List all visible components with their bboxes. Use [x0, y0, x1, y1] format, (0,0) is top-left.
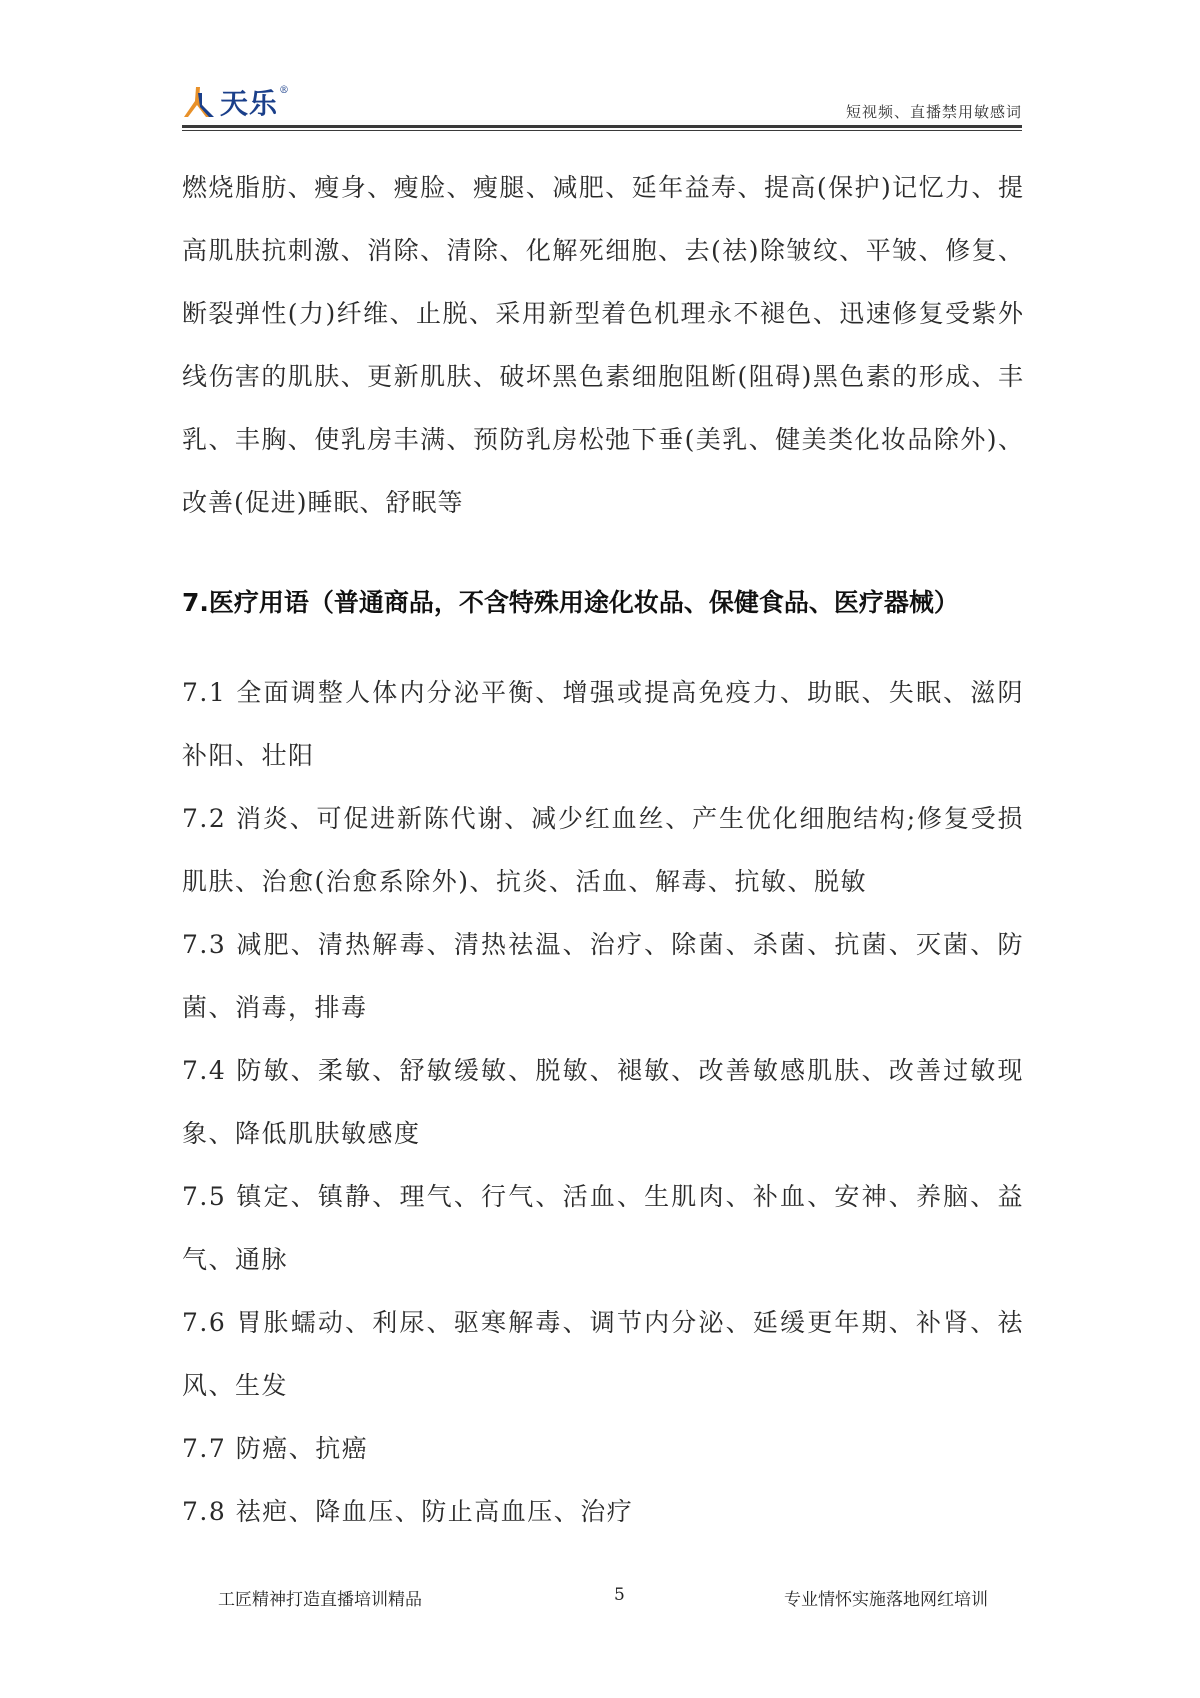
header-divider — [182, 125, 1022, 128]
brand-logo — [182, 82, 289, 122]
document-body — [182, 156, 1024, 1543]
section-heading: 7.医疗用语（普通商品，不含特殊用途化妆品、保健食品、医疗器械） — [182, 588, 959, 617]
header-divider-thin — [182, 130, 1022, 131]
list-item-7-8: 7.8 祛疤、降血压、防止高血压、治疗 — [182, 1497, 634, 1526]
list-item-7-3: 7.3 减肥、清热解毒、清热祛温、治疗、除菌、杀菌、抗菌、灭菌、防菌、消毒，排毒 — [182, 930, 1024, 1022]
list-item-7-1: 7.1 全面调整人体内分泌平衡、增强或提高免疫力、助眠、失眠、滋阴补阳、壮阳 — [182, 678, 1024, 770]
footer-left-slogan: 工匠精神打造直播培训精品 — [218, 1590, 422, 1610]
list-item-7-5: 7.5 镇定、镇静、理气、行气、活血、生肌肉、补血、安神、养脑、益气、通脉 — [182, 1182, 1024, 1274]
logo-text: 天乐 — [220, 87, 279, 120]
list-item-7-6: 7.6 胃胀蠕动、利尿、驱寒解毒、调节内分泌、延缓更年期、补肾、祛风、生发 — [182, 1308, 1024, 1400]
list-item-7-2: 7.2 消炎、可促进新陈代谢、减少红血丝、产生优化细胞结构;修复受损肌肤、治愈(治愈系除外)、抗炎、活血、解毒、抗敏、脱敏 — [182, 804, 1024, 896]
page-header — [182, 82, 1022, 126]
tianle-logo-icon — [182, 85, 218, 119]
list-item-7-7: 7.7 防癌、抗癌 — [182, 1434, 369, 1463]
document-title: 短视频、直播禁用敏感词 — [845, 103, 1022, 121]
page-footer — [0, 1585, 1200, 1615]
page-number: 5 — [614, 1585, 625, 1605]
footer-right-slogan: 专业情怀实施落地网红培训 — [784, 1590, 988, 1610]
intro-paragraph: 燃烧脂肪、瘦身、瘦脸、瘦腿、减肥、延年益寿、提高(保护)记忆力、提高肌肤抗刺激、消除、清除、化解死细胞、去(祛)除皱纹、平皱、修复、断裂弹性(力)纤维、止脱、采用新型着色机理永不褪色、迅速修复受紫外线伤害的肌肤、更新肌肤、破坏黑色素细胞阻断(阻碍)黑色素的形成、丰乳、丰胸、使乳房丰满、预防乳房松弛下垂(美乳、健美类化妆品除外)、改善(促进)睡眠、舒眠等 — [182, 173, 1024, 517]
list-item-7-4: 7.4 防敏、柔敏、舒敏缓敏、脱敏、褪敏、改善敏感肌肤、改善过敏现象、降低肌肤敏感度 — [182, 1056, 1024, 1148]
registered-mark: ® — [279, 84, 290, 96]
